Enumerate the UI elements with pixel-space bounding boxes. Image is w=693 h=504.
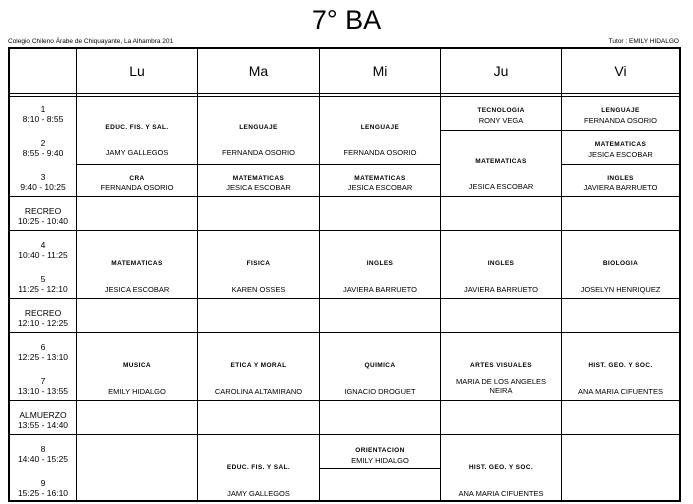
grid-line	[10, 434, 679, 435]
period-4-time: 10:40 - 11:25	[18, 250, 68, 260]
class-teacher: FERNANDA OSORIO	[584, 116, 657, 125]
period-2-number: 2	[40, 138, 46, 148]
class-teacher: JOSELYN HENRIQUEZ	[580, 285, 661, 294]
day-header-ma: Ma	[248, 63, 269, 79]
grid-line	[76, 49, 77, 500]
class-subject: INGLES	[366, 260, 394, 267]
class-teacher: JESICA ESCOBAR	[588, 150, 653, 159]
recess-1-time: 10:25 - 10:40	[17, 216, 69, 226]
period-6-number: 6	[40, 342, 46, 352]
class-teacher: JAVIERA BARRUETO	[464, 285, 538, 294]
class-subject: CRA	[129, 175, 145, 182]
grid-line	[10, 96, 679, 97]
class-teacher: ANA MARIA CIFUENTES	[577, 387, 664, 396]
class-teacher: JESICA ESCOBAR	[347, 183, 413, 192]
class-subject: ORIENTACION	[355, 447, 405, 454]
class-subject: TECNOLOGIA	[477, 107, 525, 114]
day-header-ju: Ju	[493, 63, 509, 79]
grid-line	[10, 93, 679, 94]
period-8-number: 8	[40, 444, 46, 454]
class-teacher: JAVIERA BARRUETO	[583, 183, 658, 192]
grid-line	[10, 196, 679, 197]
day-header-vi: Vi	[614, 63, 627, 79]
grid-line	[319, 49, 320, 500]
grid-line	[10, 332, 679, 333]
class-teacher: MARIA DE LOS ANGELES NEIRA	[455, 377, 547, 395]
class-subject: QUIMICA	[364, 362, 396, 369]
day-header-lu: Lu	[129, 63, 145, 79]
lunch-time: 13:55 - 14:40	[17, 420, 69, 430]
class-subject: LENGUAJE	[601, 107, 640, 114]
cell-line	[76, 164, 441, 165]
class-teacher: JESICA ESCOBAR	[468, 182, 534, 191]
grid-line	[197, 49, 198, 500]
class-subject: EDUC. FIS. Y SAL.	[105, 124, 169, 131]
cell-line	[440, 130, 561, 131]
class-teacher: EMILY HIDALGO	[351, 456, 409, 465]
class-subject: INGLES	[487, 260, 515, 267]
cell-line	[561, 130, 679, 131]
page-title: 7° BA	[311, 5, 382, 35]
period-6-time: 12:25 - 13:10	[17, 352, 69, 362]
period-9-time: 15:25 - 16:10	[17, 488, 69, 498]
tutor-label: Tutor : EMILY HIDALGO	[608, 38, 679, 45]
class-teacher: FERNANDA OSORIO	[343, 148, 417, 157]
cell-line	[319, 468, 441, 469]
lunch-label: ALMUERZO	[19, 410, 67, 420]
class-subject: FISICA	[246, 260, 271, 267]
class-teacher: IGNACIO DROGUET	[344, 387, 416, 396]
period-1-number: 1	[40, 104, 46, 114]
grid-line	[10, 400, 679, 401]
class-subject: ARTES VISUALES	[470, 362, 532, 369]
class-subject: LENGUAJE	[239, 124, 278, 131]
class-teacher: JAMY GALLEGOS	[105, 148, 169, 157]
class-teacher: FERNANDA OSORIO	[100, 183, 174, 192]
grid-line	[10, 230, 679, 231]
class-subject: LENGUAJE	[360, 124, 400, 131]
class-teacher: KAREN OSSES	[231, 285, 286, 294]
class-teacher: JAVIERA BARRUETO	[343, 285, 417, 294]
period-2-time: 8:55 - 9:40	[22, 148, 64, 158]
recess-1-label: RECREO	[24, 206, 62, 216]
class-subject: INGLES	[607, 175, 634, 182]
cell-line	[561, 164, 679, 165]
class-teacher: ANA MARIA CIFUENTES	[458, 489, 544, 498]
class-subject: MUSICA	[122, 362, 152, 369]
class-teacher: RONY VEGA	[478, 116, 524, 125]
period-7-time: 13:10 - 13:55	[17, 386, 69, 396]
class-subject: HIST. GEO. Y SOC.	[468, 464, 534, 471]
class-subject: MATEMATICAS	[111, 260, 163, 267]
class-subject: ETICA Y MORAL	[230, 362, 287, 369]
class-subject: MATEMATICAS	[594, 141, 647, 148]
class-teacher: EMILY HIDALGO	[108, 387, 166, 396]
class-subject: MATEMATICAS	[354, 175, 406, 182]
class-subject: MATEMATICAS	[475, 158, 527, 165]
period-4-number: 4	[40, 240, 46, 250]
period-3-number: 3	[40, 172, 46, 182]
class-subject: HIST. GEO. Y SOC.	[588, 362, 653, 369]
period-5-time: 11:25 - 12:10	[18, 284, 68, 294]
class-teacher: CAROLINA ALTAMIRANO	[214, 387, 303, 396]
period-5-number: 5	[40, 274, 46, 284]
period-3-time: 9:40 - 10:25	[20, 182, 66, 192]
recess-2-time: 12:10 - 12:25	[17, 318, 69, 328]
period-9-number: 9	[40, 478, 46, 488]
class-teacher: FERNANDA OSORIO	[222, 148, 295, 157]
class-subject: EDUC. FIS. Y SAL.	[226, 464, 291, 471]
period-7-number: 7	[40, 376, 46, 386]
period-1-time: 8:10 - 8:55	[22, 114, 64, 124]
class-subject: BIOLOGIA	[602, 260, 639, 267]
day-header-mi: Mi	[372, 63, 388, 79]
period-8-time: 14:40 - 15:25	[17, 454, 69, 464]
school-name: Colegio Chileno Árabe de Chiquayante, La Alhambra 201	[8, 38, 174, 45]
class-teacher: JESICA ESCOBAR	[226, 183, 291, 192]
class-subject: MATEMATICAS	[232, 175, 285, 182]
class-teacher: JESICA ESCOBAR	[104, 285, 170, 294]
grid-line	[10, 298, 679, 299]
class-teacher: JAMY GALLEGOS	[227, 489, 290, 498]
recess-2-label: RECREO	[24, 308, 62, 318]
